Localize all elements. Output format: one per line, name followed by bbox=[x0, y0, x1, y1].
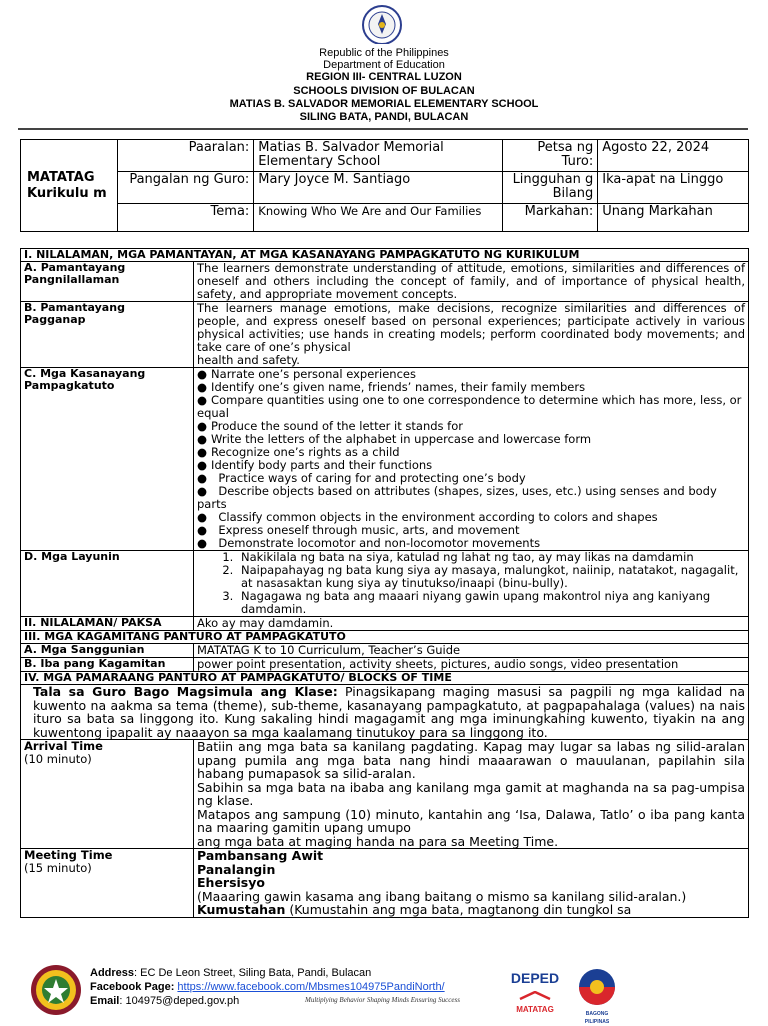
arrival-time-text: Batiin ang mga bata sa kanilang pagdating. Kapag may lugar sa labas ng silid-aralan upang pumila ang mga bata nang hindi maaarawan o mauulanan, papilahin sila habang pumapasok sa silid-aralan. Sabihin sa mga bata na ibaba ang kanilang mga gamit at maghanda na sa pag-umpisa ng klase. Matapos ang sampung (10) minuto, kantahin ang ‘Isa, Dalawa, Tatlo’ o iba pang kanta na maaring gamitin upang umupo ang mga bata at maging handa na para sa Meeting Time. bbox=[194, 740, 749, 849]
petsa-value: Agosto 22, 2024 bbox=[598, 140, 749, 172]
paaralan-value: Matias B. Salvador Memorial Elementary School bbox=[254, 140, 503, 172]
header-region: REGION III- CENTRAL LUZON bbox=[306, 71, 462, 83]
bullet-icon: ● bbox=[197, 523, 208, 537]
bagong-pilipinas-text: BAGONG PILIPINAS bbox=[584, 1011, 610, 1025]
meeting-time-duration: (15 minuto) bbox=[24, 861, 92, 875]
iba-pang-kagamitan-text: power point presentation, activity sheets, pictures, audio songs, video presentation bbox=[194, 658, 749, 672]
linggo-label: Lingguhan g Bilang bbox=[503, 172, 598, 204]
linggo-value: Ika-apat na Linggo bbox=[598, 172, 749, 204]
bagong-pilipinas-logo bbox=[573, 968, 621, 1025]
bullet-icon: ● bbox=[197, 510, 208, 524]
sanggunian-text: MATATAG K to 10 Curriculum, Teacher’s Guide bbox=[194, 644, 749, 658]
pamantayang-pagganap-text: The learners manage emotions, make decisions, recognize similarities and differences of people, and express oneself based on personal experiences; participate actively in various physical activities; use hands in creating models; perform coordinated body movements; and take care of one’s physical bbox=[197, 301, 745, 354]
facebook-link[interactable]: https://www.facebook.com/Mbsmes104975PandiNorth/ bbox=[177, 981, 445, 993]
guro-value: Mary Joyce M. Santiago bbox=[254, 172, 503, 204]
list-item: ● Identify body parts and their functions bbox=[197, 458, 433, 472]
list-item: ● Produce the sound of the letter it stands for bbox=[197, 419, 463, 433]
bullet-icon: ● bbox=[197, 458, 208, 472]
nilalaman-paksa-text: Ako ay may damdamin. bbox=[194, 617, 749, 631]
pamantayang-pagganap-text-end: health and safety. bbox=[197, 353, 300, 367]
school-seal-logo bbox=[30, 964, 82, 1016]
arrival-time-cell bbox=[21, 740, 194, 849]
deped-matatag-logo bbox=[510, 970, 560, 1014]
list-item: ● Identify one’s given name, friends’ names, their family members bbox=[197, 380, 586, 394]
header-school: MATIAS B. SALVADOR MEMORIAL ELEMENTARY SCHOOL bbox=[229, 98, 539, 110]
section-4-heading: IV. MGA PAMARAANG PANTURO AT PAMPAGKATUTO/ BLOCKS OF TIME bbox=[21, 672, 749, 685]
nilalaman-paksa-label: II. NILALAMAN/ PAKSA bbox=[21, 617, 194, 631]
list-item: 2. Naipapahayag ng bata kung siya ay masaya, malungkot, naiinip, natatakot, nagagalit, at nasasaktan kung siya ay tinutukso/inaapi (binu-bully). bbox=[237, 564, 745, 590]
bullet-icon: ● bbox=[197, 445, 208, 459]
header-division: SCHOOLS DIVISION OF BULACAN bbox=[293, 85, 475, 97]
kasanayang-pampagkatuto-label: C. Mga Kasanayang Pampagkatuto bbox=[21, 368, 194, 551]
deped-logo-mark bbox=[510, 991, 560, 1001]
arrival-time-label: Arrival Time bbox=[24, 739, 103, 753]
bullet-icon: ● bbox=[197, 367, 208, 381]
bullet-icon: ● bbox=[197, 484, 208, 498]
bagong-pilipinas-emblem bbox=[573, 968, 621, 1006]
iba-pang-kagamitan-label: B. Iba pang Kagamitan bbox=[21, 658, 194, 672]
markahan-label: Markahan: bbox=[503, 204, 598, 232]
tala-sa-guro-text: Pinagsikapang maging masusi sa pagpili ng mga kalidad na kuwento na aakma sa tema (theme), sub-theme, kasanayang pampagkatuto, at pagpapahalaga (values) na nais ituro sa bata sa linggong ito. Kung sakaling hindi magagamit ang mga iminungkahing kuwento, tiyakin na ang kuwentong ipapalit ay naaayon sa mga kaalamang tinutukoy para sa linggong ito. bbox=[33, 684, 745, 740]
list-item: ● Recognize one’s rights as a child bbox=[197, 445, 400, 459]
header-address: SILING BATA, PANDI, BULACAN bbox=[299, 111, 469, 123]
footer-address: Address: EC De Leon Street, Siling Bata, Pandi, Bulacan bbox=[90, 967, 372, 979]
bullet-icon: ● bbox=[197, 393, 208, 407]
markahan-value: Unang Markahan bbox=[598, 204, 749, 232]
pamantayang-pangnilalaman-label: A. Pamantayang Pangnilallaman bbox=[21, 262, 194, 302]
list-item: ● Express oneself through music, arts, and movement bbox=[197, 523, 520, 537]
guro-label: Pangalan ng Guro: bbox=[117, 172, 253, 204]
deped-logo-text: DEPED bbox=[510, 970, 560, 986]
pamantayang-pangnilalaman-text: The learners demonstrate understanding of attitude, emotions, similarities and differences of oneself and others including the concept of family, and of importance of physical health, safety, and appropriate movement concepts. bbox=[194, 262, 749, 302]
bullet-icon: ● bbox=[197, 471, 208, 485]
footer-email: Email: 104975@deped.gov.ph bbox=[90, 995, 240, 1007]
list-item: ● Compare quantities using one to one correspondence to determine which has more, less, or equal bbox=[197, 393, 742, 420]
header-republic: Republic of the Philippines bbox=[319, 47, 449, 59]
lesson-plan-table bbox=[20, 248, 749, 918]
list-item: 1. Nakikilala ng bata na siya, katulad ng lahat ng tao, ay may likas na damdamin bbox=[237, 551, 745, 564]
list-item: ● Describe objects based on attributes (shapes, sizes, uses, etc.) using senses and body parts bbox=[197, 484, 717, 511]
bullet-icon: ● bbox=[197, 536, 208, 550]
meeting-time-label: Meeting Time bbox=[24, 848, 113, 862]
tema-label: Tema: bbox=[117, 204, 253, 232]
header-department: Department of Education bbox=[323, 59, 445, 71]
footer-facebook: Facebook Page: https://www.facebook.com/Mbsmes104975PandiNorth/ bbox=[90, 981, 445, 993]
list-item: ● Demonstrate locomotor and non-locomotor movements bbox=[197, 536, 541, 550]
kasanayang-pampagkatuto-list bbox=[194, 368, 749, 551]
paaralan-label: Paaralan: bbox=[117, 140, 253, 172]
meeting-time-text: Pambansang Awit Panalangin Ehersisyo (Maaaring gawin kasama ang ibang baitang o mismo sa kanilang silid-aralan.) Kumustahan (Kumustahin ang mga bata, magtanong din tungkol sa bbox=[194, 849, 749, 918]
arrival-time-duration: (10 minuto) bbox=[24, 752, 92, 766]
header-divider bbox=[18, 128, 748, 130]
meeting-time-cell bbox=[21, 849, 194, 918]
mga-layunin-label: D. Mga Layunin bbox=[21, 551, 194, 617]
lesson-info-table bbox=[20, 139, 749, 232]
section-3-heading: III. MGA KAGAMITANG PANTURO AT PAMPAGKATUTO bbox=[21, 631, 749, 644]
list-item: 3. Nagagawa ng bata ang maaari niyang gawin upang makontrol niya ang kaniyang damdamin. bbox=[237, 590, 745, 616]
matatag-logo-text: MATATAG bbox=[516, 1005, 554, 1014]
list-item: ● Practice ways of caring for and protecting one’s body bbox=[197, 471, 526, 485]
pamantayang-pagganap-cell bbox=[194, 302, 749, 368]
tala-sa-guro bbox=[21, 685, 749, 740]
list-item: ● Classify common objects in the environment according to colors and shapes bbox=[197, 510, 658, 524]
petsa-label: Petsa ng Turo: bbox=[503, 140, 598, 172]
matatag-kurikulum-label: MATATAG Kurikulu m bbox=[21, 140, 118, 232]
bullet-icon: ● bbox=[197, 419, 208, 433]
sanggunian-label: A. Mga Sanggunian bbox=[21, 644, 194, 658]
list-item: ● Narrate one’s personal experiences bbox=[197, 367, 416, 381]
school-motto: Multiplying Behavior Shaping Minds Ensuring Success bbox=[305, 996, 460, 1004]
pamantayang-pagganap-label: B. Pamantayang Pagganap bbox=[21, 302, 194, 368]
deped-seal-logo bbox=[353, 4, 411, 44]
mga-layunin-list bbox=[194, 551, 749, 617]
tema-value: Knowing Who We Are and Our Families bbox=[254, 204, 503, 232]
bullet-icon: ● bbox=[197, 380, 208, 394]
list-item: ● Write the letters of the alphabet in uppercase and lowercase form bbox=[197, 432, 592, 446]
section-1-heading: I. NILALAMAN, MGA PAMANTAYAN, AT MGA KASANAYANG PAMPAGKATUTO NG KURIKULUM bbox=[21, 249, 749, 262]
bullet-icon: ● bbox=[197, 432, 208, 446]
tala-sa-guro-heading: Tala sa Guro Bago Magsimula ang Klase: bbox=[33, 684, 338, 699]
